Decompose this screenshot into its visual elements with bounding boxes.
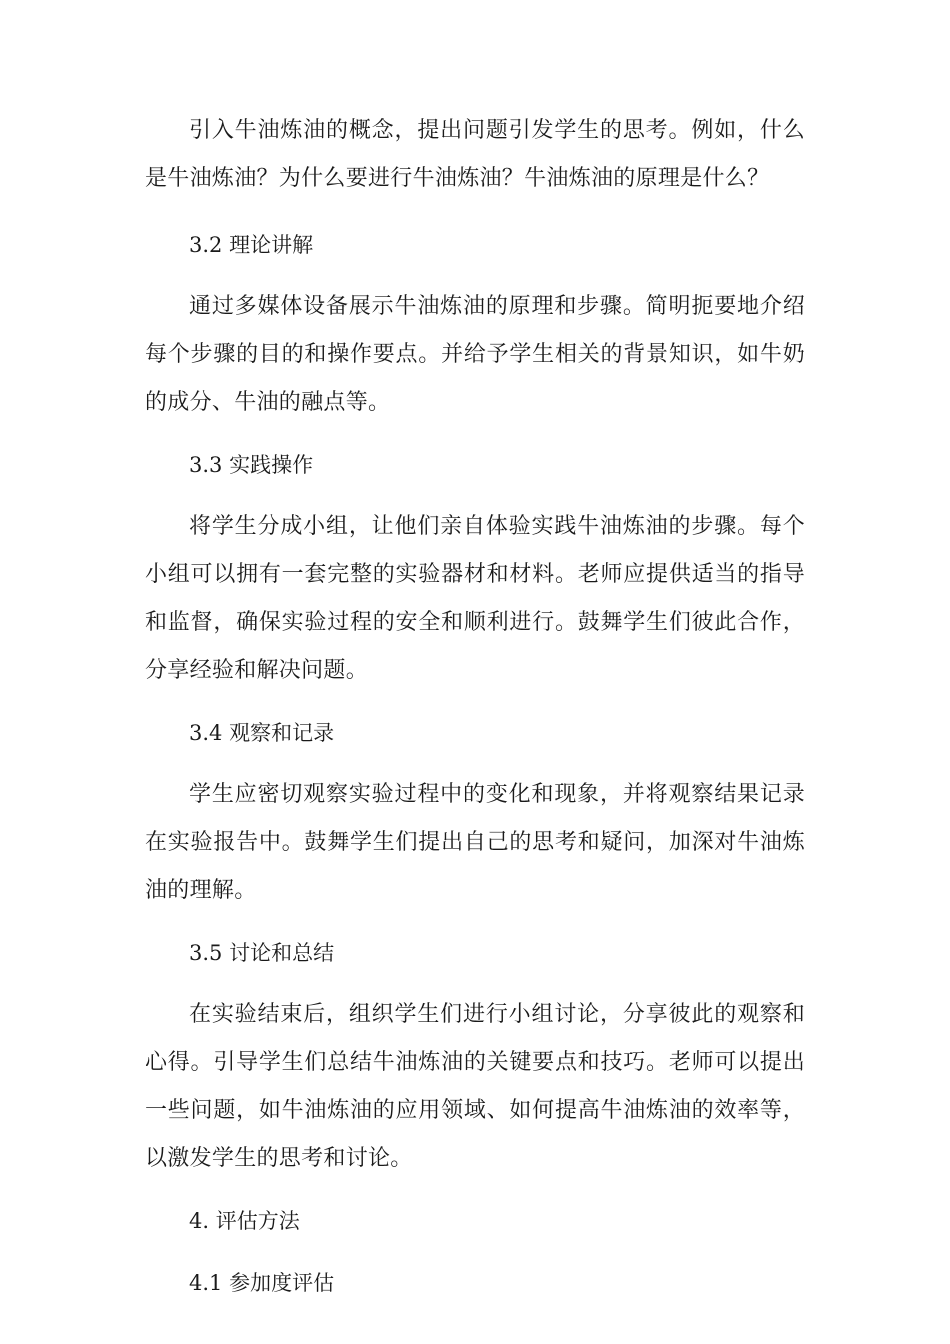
section-heading-3-3: 3.3 实践操作	[189, 453, 314, 477]
theory-paragraph: 通过多媒体设备展示牛油炼油的原理和步骤。简明扼要地介绍每个步骤的目的和操作要点。并给予学生相关的背景知识，如牛奶的成分、牛油的融点等。	[145, 294, 805, 415]
section-heading-3-2: 3.2 理论讲解	[189, 233, 314, 257]
section-heading-3-4: 3.4 观察和记录	[189, 721, 335, 745]
observation-paragraph: 学生应密切观察实验过程中的变化和现象，并将观察结果记录在实验报告中。鼓舞学生们提出自己的思考和疑问，加深对牛油炼油的理解。	[145, 782, 805, 903]
intro-paragraph: 引入牛油炼油的概念，提出问题引发学生的思考。例如，什么是牛油炼油？为什么要进行牛油炼油？牛油炼油的原理是什么？	[145, 118, 805, 191]
discussion-paragraph: 在实验结束后，组织学生们进行小组讨论，分享彼此的观察和心得。引导学生们总结牛油炼油的关键要点和技巧。老师可以提出一些问题，如牛油炼油的应用领域、如何提高牛油炼油的效率等，以激发学生的思考和讨论。	[145, 1002, 805, 1171]
section-heading-3-5: 3.5 讨论和总结	[189, 941, 335, 965]
document-page	[145, 107, 805, 1307]
practice-paragraph: 将学生分成小组，让他们亲自体验实践牛油炼油的步骤。每个小组可以拥有一套完整的实验器材和材料。老师应提供适当的指导和监督，确保实验过程的安全和顺利进行。鼓舞学生们彼此合作，分享经验和解决问题。	[145, 514, 805, 683]
section-heading-4: 4. 评估方法	[189, 1209, 300, 1233]
section-heading-4-1: 4.1 参加度评估	[189, 1271, 335, 1295]
